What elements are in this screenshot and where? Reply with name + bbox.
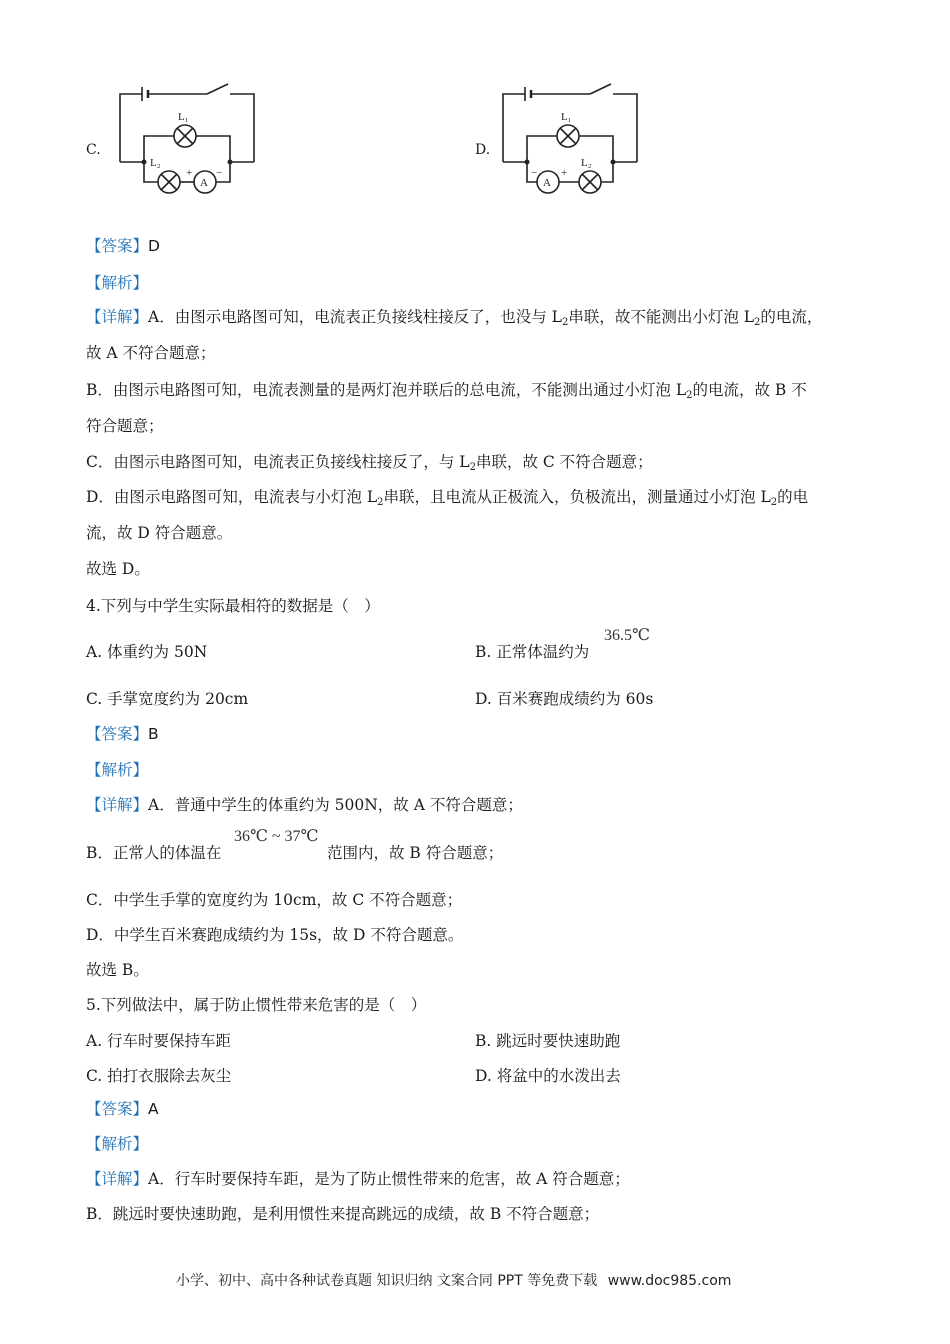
answer-tag: 【答案】: [86, 237, 149, 255]
text: C．由图示电路图可知，电流表正负接线柱接反了，与 L: [86, 453, 470, 471]
lamp-l1-icon: [557, 125, 579, 147]
q4-answer-line: [86, 722, 159, 744]
ammeter-plus: +: [561, 167, 568, 179]
text: 的电: [777, 488, 809, 506]
text: A．由图示电路图可知，电流表正负接线柱接反了，也没与 L: [148, 308, 562, 326]
text: 串联，故 C 不符合题意；: [475, 453, 653, 471]
ammeter-minus: −: [216, 167, 223, 179]
q5-stem: 5.下列做法中，属于防止惯性带来危害的是（ ）: [86, 996, 427, 1014]
q5-option-b: B. 跳远时要快速助跑: [475, 1032, 621, 1050]
ammeter-plus: +: [186, 167, 193, 179]
subscript: 2: [377, 497, 384, 508]
q4-option-c: C. 手掌宽度约为 20cm: [86, 690, 249, 708]
q4-detail-b-prefix: B．正常人的体温在: [86, 844, 222, 862]
answer-value: B: [148, 725, 159, 743]
lamp-l2-icon: [579, 171, 601, 193]
q4-detail-c: C．中学生手掌的宽度约为 10cm，故 C 不符合题意；: [86, 891, 463, 909]
q5-analysis-tag: 【解析】: [86, 1135, 149, 1153]
circuit-diagram-c: [112, 78, 262, 203]
q3-answer-line: [86, 234, 160, 256]
footer-url[interactable]: www.doc985.com: [607, 1273, 732, 1289]
ammeter-label: A: [200, 177, 208, 189]
q5-option-c: C. 拍打衣服除去灰尘: [86, 1067, 232, 1085]
text: A．行车时要保持车距，是为了防止惯性带来的危害，故 A 符合题意；: [148, 1170, 630, 1188]
q4-option-d: D. 百米赛跑成绩约为 60s: [475, 690, 654, 708]
text: 的电流，: [760, 308, 823, 326]
answer-tag: 【答案】: [86, 725, 149, 743]
q4-detail-b-suffix: 范围内，故 B 符合题意；: [327, 844, 504, 862]
text: 串联，故不能测出小灯泡 L: [568, 308, 755, 326]
q5-option-d: D. 将盆中的水泼出去: [475, 1067, 621, 1085]
text: 的电流，故 B 不: [692, 381, 807, 399]
q3-detail-d: [86, 485, 808, 507]
q4-stem: 4.下列与中学生实际最相符的数据是（ ）: [86, 597, 380, 615]
q3-detail-c: [86, 450, 653, 472]
q4-option-a: A. 体重约为 50N: [86, 643, 208, 661]
option-d-label: D.: [475, 142, 491, 158]
q4-option-b: [475, 640, 589, 662]
option-c-label: C.: [86, 142, 101, 158]
subscript: 2: [686, 390, 693, 401]
q5-option-a: A. 行车时要保持车距: [86, 1032, 232, 1050]
q3-detail-b-cont: 符合题意；: [86, 417, 164, 435]
subscript: 2: [754, 317, 761, 328]
detail-tag: 【详解】: [86, 796, 149, 814]
q5-answer-line: [86, 1097, 159, 1119]
q3-detail-d-cont: 流，故 D 符合题意。: [86, 524, 233, 542]
circuit-diagram-d: [495, 78, 645, 203]
answer-tag: 【答案】: [86, 1100, 149, 1118]
subscript: 2: [561, 317, 569, 328]
ammeter-minus: −: [531, 167, 538, 179]
q3-detail-a-cont: 故 A 不符合题意；: [86, 344, 216, 362]
answer-value: A: [148, 1100, 159, 1118]
ammeter-label: A: [543, 177, 551, 189]
lamp-l2-label: L₂: [581, 157, 592, 169]
q5-detail-a: [86, 1167, 630, 1189]
text: B. 正常体温约为: [475, 643, 590, 661]
lamp-l2-icon: [158, 171, 180, 193]
q5-detail-b: B．跳远时要快速助跑，是利用惯性来提高跳远的成绩，故 B 不符合题意；: [86, 1205, 600, 1223]
q4-analysis-tag: 【解析】: [86, 761, 149, 779]
q4-conclusion: 故选 B。: [86, 961, 149, 979]
q4-detail-d: D．中学生百米赛跑成绩约为 15s，故 D 不符合题意。: [86, 926, 464, 944]
lamp-l1-label: L₁: [178, 111, 189, 123]
q3-detail-a: [86, 305, 822, 327]
q3-analysis-tag: 【解析】: [86, 274, 149, 292]
answer-value: D: [148, 237, 160, 255]
q4-detail-a: [86, 793, 523, 815]
detail-tag: 【详解】: [86, 1170, 149, 1188]
footer-text: 小学、初中、高中各种试卷真题 知识归纳 文案合同 PPT 等免费下载: [176, 1273, 598, 1289]
lamp-l2-label: L₂: [150, 157, 161, 169]
q4-option-b-temperature: 36.5℃: [604, 627, 650, 644]
text: 串联，且电流从正极流入，负极流出，测量通过小灯泡 L: [383, 488, 771, 506]
lamp-l1-label: L₁: [561, 111, 572, 123]
q4-detail-b-range: 36℃ ~ 37℃: [234, 828, 319, 845]
text: A．普通中学生的体重约为 500N，故 A 不符合题意；: [148, 796, 523, 814]
q3-conclusion: 故选 D。: [86, 560, 150, 578]
q3-detail-b: [86, 378, 807, 400]
lamp-l1-icon: [174, 125, 196, 147]
text: D．由图示电路图可知，电流表与小灯泡 L: [86, 488, 378, 506]
page-footer: [176, 1270, 731, 1290]
subscript: 2: [469, 462, 476, 473]
subscript: 2: [770, 497, 778, 508]
detail-tag: 【详解】: [86, 308, 149, 326]
text: B．由图示电路图可知，电流表测量的是两灯泡并联后的总电流，不能测出通过小灯泡 L: [86, 381, 687, 399]
